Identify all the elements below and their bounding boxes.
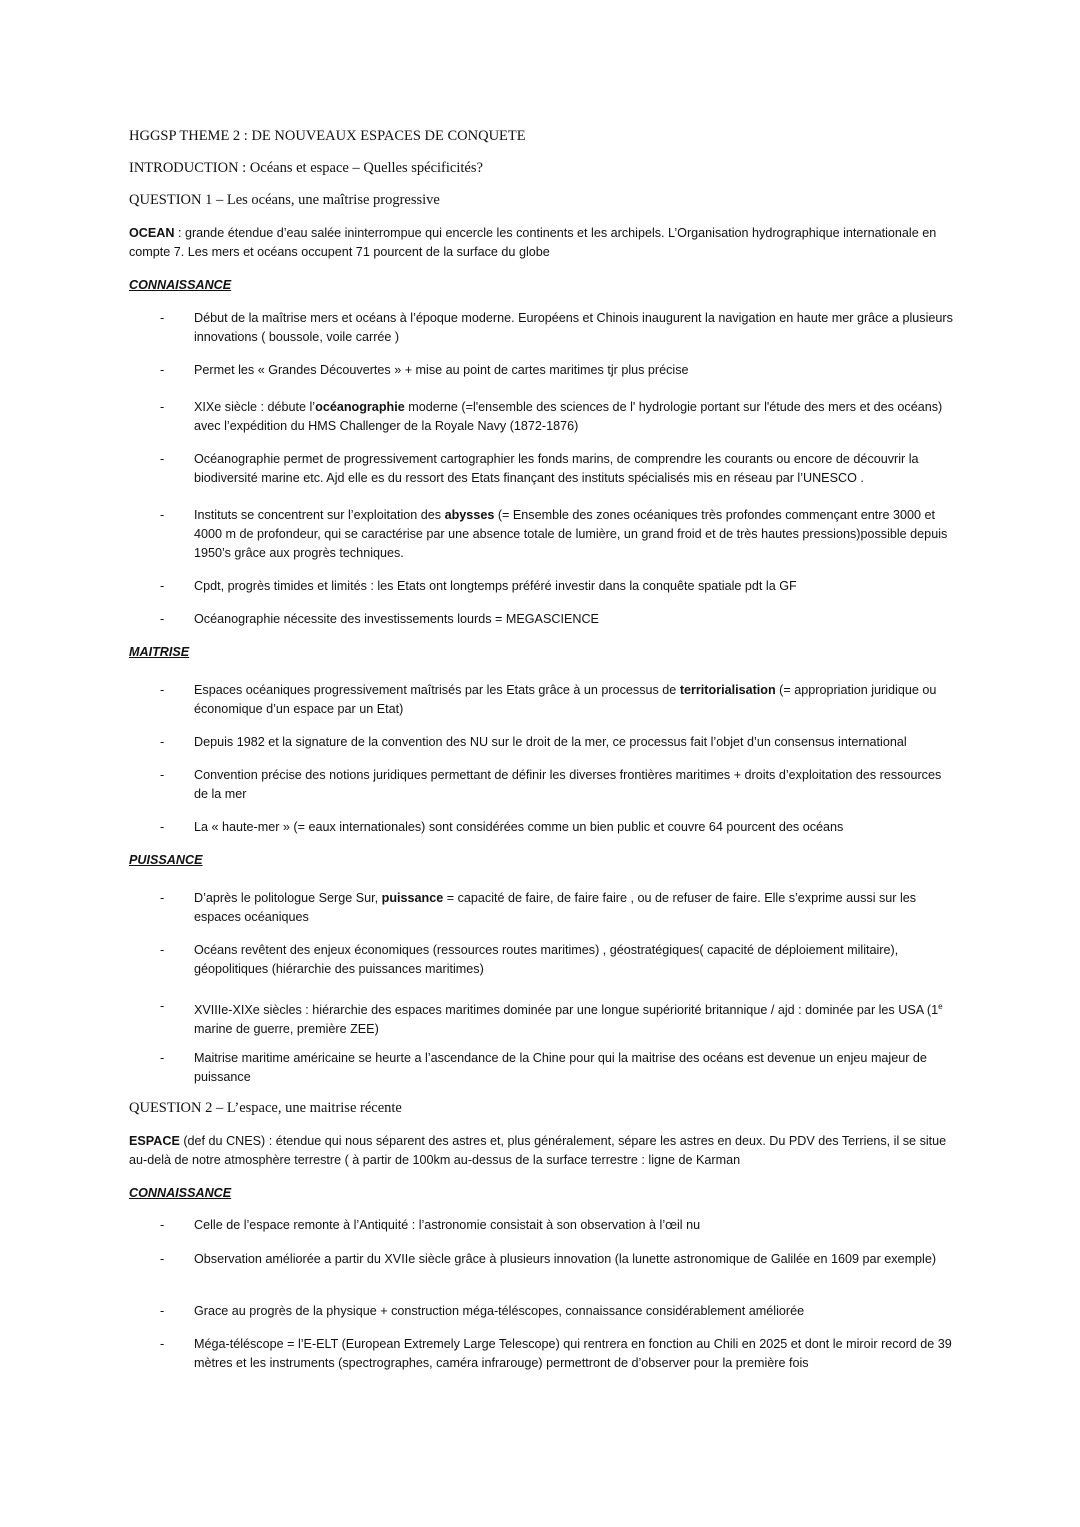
question-1-title: QUESTION 1 – Les océans, une maîtrise progressive: [129, 192, 440, 208]
term-puissance: puissance: [381, 891, 444, 905]
term-oceanographie: océanographie: [315, 400, 405, 414]
heading-connaissance-espace: CONNAISSANCE: [129, 1186, 232, 1200]
heading-connaissance-oceans: CONNAISSANCE: [129, 278, 232, 292]
document-title: HGGSP THEME 2 : DE NOUVEAUX ESPACES DE CONQUETE: [129, 128, 526, 144]
heading-maitrise: MAITRISE: [129, 645, 190, 659]
ocean-definition-text: : grande étendue d’eau salée ininterrompue qui encercle les continents et les archipels. L’Organisation hydrographique internationale en compte 7. Les mers et océans occupent 71 pourcent de la surface du globe: [129, 226, 937, 259]
espace-term: ESPACE: [129, 1134, 180, 1148]
bullet-dash: -: [160, 311, 165, 325]
question-2-title: QUESTION 2 – L’espace, une maitrise récente: [129, 1100, 402, 1116]
ocean-definition: [129, 224, 949, 262]
document-page: HGGSP THEME 2 : DE NOUVEAUX ESPACES DE CONQUETE INTRODUCTION : Océans et espace – Quelles spécificités? QUESTION 1 – Les océans, une maîtrise progressive OCEAN : grande étendue d’eau salée ininterrompue qui encercle les continents et les archipels. L’Organisation hydrographique internationale en compte 7. Les mers et océans occupent 71 pourcent de la surface du globe CONNAISSANCE - Début de la maîtrise mers et océans à l’époque moderne. Européens et Chinois inaugurent la navigation en haute mer grâce a plusieurs innovations ( boussole, voile carrée ) - Permet les « Grandes Découvertes » + mise au point de cartes maritimes tjr plus précise - XIXe siècle : débute l’océanographie moderne (=l'ensemble des sciences de l' hydrologie portant sur l'étude des mers et des océans) avec l’expédition du HMS Challenger de la Royale Navy (1872-1876) - Océanographie permet de progressivement cartographier les fonds marins, de comprendre les courants ou encore de découvrir la biodiversité marine etc. Ajd elle es du ressort des Etats finançant des instituts spécialisés mis en réseau par l’UNESCO . - Instituts se concentrent sur l’exploitation des abysses (= Ensemble des zones océaniques très profondes commençant entre 3000 et 4000 m de profondeur, qui se caractérise par une absence totale de lumière, un grand froid et de très hautes pressions)possible depuis 1950’s grâce aux progrès techniques. - Cpdt, progrès timides et limités : les Etats ont longtemps préféré investir dans la conquête spatiale pdt la GF - Océanographie nécessite des investissements lourds = MEGASCIENCE MAITRISE - Espaces océaniques progressivement maîtrisés par les Etats grâce à un processus de territorialisation (= appropriation juridique ou économique d’un espace par un Etat) - Depuis 1982 et la signature de la convention des NU sur le droit de la mer, ce processus fait l’objet d’un consensus international - Convention précise des notions juridiques permettant de définir les diverses frontières maritimes + droits d’exploitation des ressources de la mer - La « haute-mer » (= eaux internationales) sont considérées comme un bien public et couvre 64 pourcent des océans PUISSANCE - D’après le politologue Serge Sur, puissance = capacité de faire, de faire faire , ou de refuser de faire. Elle s’exprime aussi sur les espaces océaniques - Océans revêtent des enjeux économiques (ressources routes maritimes) , géostratégiques( capacité de déploiement militaire), géopolitiques (hiérarchie des puissances maritimes) - XVIIIe-XIXe siècles : hiérarchie des espaces maritimes dominée par une longue supériorité britannique / ajd : dominée par les USA (1e marine de guerre, première ZEE) - Maitrise maritime américaine se heurte a l’ascendance de la Chine pour qui la maitrise des océans est devenue un enjeu majeur de puissance QUESTION 2 – L’espace, une maitrise récente ESPACE (def du CNES) : étendue qui nous séparent des astres et, plus généralement, sépare les astres en deux. Du PDV des Terriens, il se situe au-delà de notre atmosphère terrestre ( à partir de 100km au-dessus de la surface terrestre : ligne de Karman CONNAISSANCE - Celle de l’espace remonte à l’Antiquité : l’astronomie consistait à son observation à l’œil nu - Observation améliorée a partir du XVIIe siècle grâce à plusieurs innovation (la lunette astronomique de Galilée en 1609 par exemple) - Grace au progrès de la physique + construction méga-téléscopes, connaissance considérablement améliorée - Méga-téléscope = l’E-ELT (European Extremely Large Telescope) qui rentrera en fonction au Chili en 2025 et dont le miroir record de 39 mètres et les instruments (spectrographes, caméra infrarouge) permettront de d’observer pour la première fois: [129, 128, 953, 1370]
term-abysses: abysses: [444, 508, 495, 522]
term-territorialisation: territorialisation: [679, 683, 776, 697]
heading-puissance: PUISSANCE: [129, 853, 203, 867]
espace-definition: [129, 1132, 949, 1170]
introduction-line: INTRODUCTION : Océans et espace – Quelles spécificités?: [129, 160, 483, 176]
espace-definition-text: (def du CNES) : étendue qui nous séparent des astres et, plus généralement, sépare les astres en deux. Du PDV des Terriens, il se situe au-delà de notre atmosphère terrestre ( à partir de 100km au-dessus de la surface terrestre : ligne de Karman: [129, 1134, 947, 1167]
ocean-term: OCEAN: [129, 226, 175, 240]
